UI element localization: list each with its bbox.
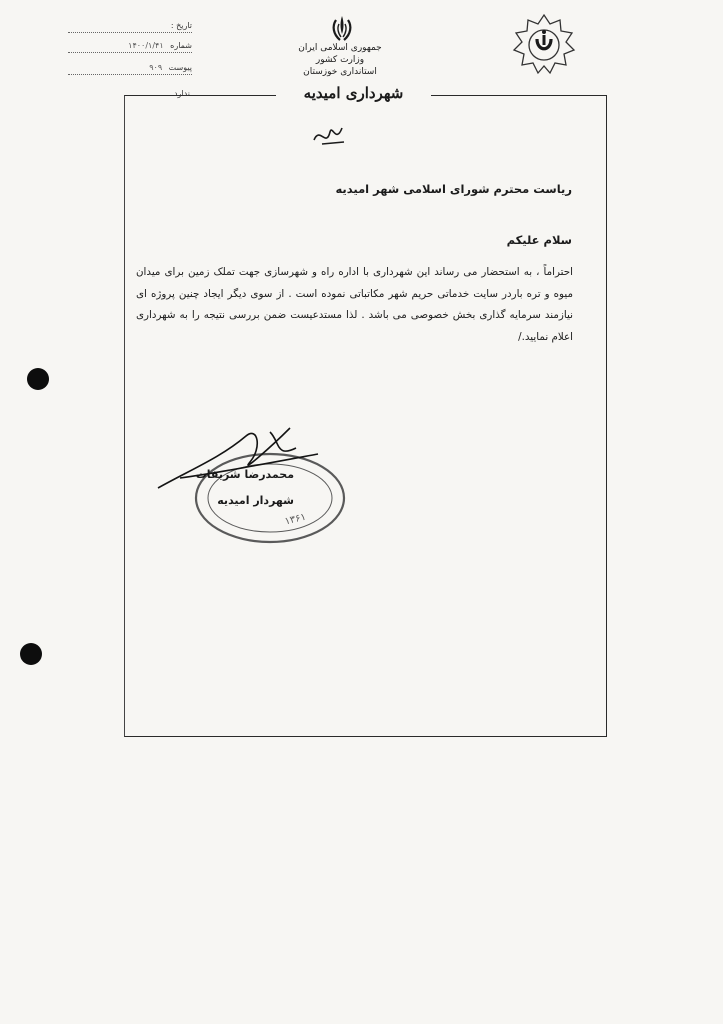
- municipality-title: شهرداری امیدیه: [276, 84, 431, 106]
- letterhead-ministry: وزارت کشور: [315, 55, 365, 65]
- meta-attachment: [68, 62, 192, 75]
- date-label: تاریخ :: [170, 21, 192, 30]
- number-value: ۱۴۰۰/۱/۴۱: [128, 41, 164, 50]
- number-label: شماره: [170, 41, 192, 50]
- letterhead-block: [270, 42, 410, 78]
- punch-hole-top: [27, 368, 49, 390]
- punch-hole-bottom: [20, 643, 42, 665]
- signer-title: شهردار امیدیه: [217, 494, 294, 507]
- letter-greeting: سلام علیکم: [506, 233, 572, 247]
- meta-number: [68, 40, 192, 53]
- letter-body: احتراماً ، به استحضار می رساند این شهرداری با اداره راه و شهرسازی جهت تملک زمین برای میدان میوه و تره باردر سایت خدماتی حریم شهر مکاتباتی نموده است . از سوی دیگر ایجاد چنین پروژه ای نیازمند سرمایه گذاری بخش خصوصی می باشد . لذا مستدعیست ضمن بررسی نتیجه را به شهرداری اعلام نمایید./: [136, 266, 573, 343]
- letterhead-governorate: استانداری خوزستان: [303, 67, 377, 77]
- municipality-logo-icon: [503, 12, 585, 82]
- attachment-value: ۹۰۹: [149, 63, 163, 72]
- svg-text:۱۳۶۱: ۱۳۶۱: [283, 511, 308, 528]
- letter-recipient: ریاست محترم شورای اسلامی شهر امیدیه: [335, 182, 572, 196]
- initial-mark-icon: [308, 118, 350, 150]
- extra-label: ندارد: [173, 89, 190, 98]
- meta-extra: [150, 88, 190, 100]
- letterhead-republic: جمهوری اسلامی ایران: [298, 43, 382, 53]
- signer-name: محمدرضا شریفات: [195, 468, 294, 481]
- attachment-label: پیوست: [168, 63, 192, 72]
- meta-date: [68, 20, 192, 33]
- handwritten-signature: [150, 418, 330, 498]
- iran-emblem-icon: [330, 14, 354, 44]
